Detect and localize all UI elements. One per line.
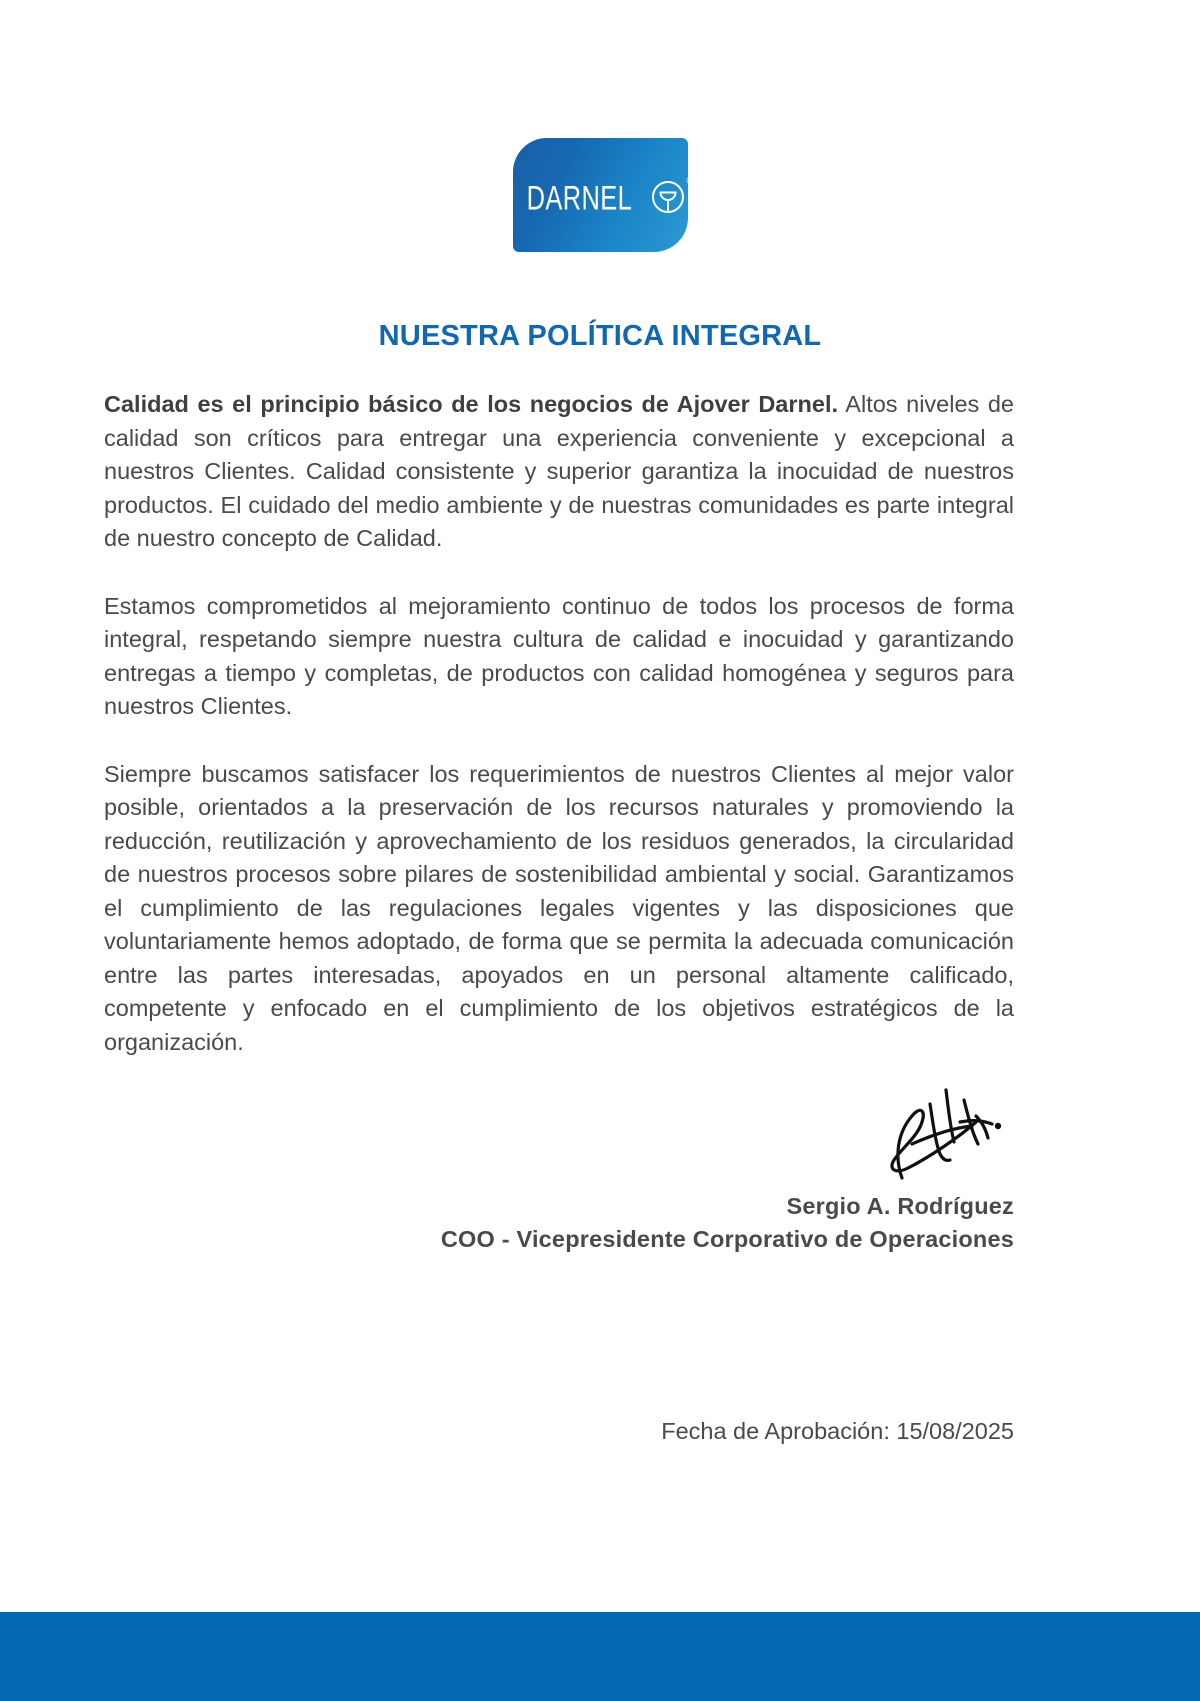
logo-inner	[515, 176, 694, 217]
brand-logo	[0, 138, 1200, 252]
page-title: NUESTRA POLÍTICA INTEGRAL	[378, 320, 822, 352]
approval-date: Fecha de Aprobación: 15/08/2025	[661, 1418, 1014, 1444]
signatory-name: Sergio A. Rodríguez	[786, 1193, 1014, 1219]
logo-wordmark: DARNEL	[526, 177, 633, 217]
paragraph-1	[104, 388, 1014, 556]
policy-body	[104, 388, 1014, 1059]
signatory-role: COO - Vicepresidente Corporativo de Operaciones	[440, 1226, 1014, 1252]
registered-trademark-icon: ®	[686, 176, 694, 187]
paragraph-3: Siempre buscamos satisfacer los requerimientos de nuestros Clientes al mejor valor posible, orientados a la preservación de los recursos naturales y promoviendo la reducción, reutilización y aprovechamiento de los residuos generados, la circularidad de nuestros procesos sobre pilares de sostenibilidad ambiental y social. Garantizamos el cumplimiento de las regulaciones legales vigentes y las disposiciones que voluntariamente hemos adoptado, de forma que se permita la adecuada comunicación entre las partes interesadas, apoyados en un personal altamente calificado, competente y enfocado en el cumplimiento de los objetivos estratégicos de la organización.	[104, 760, 1014, 1055]
handwritten-signature-icon	[872, 1082, 1002, 1187]
circle-emblem-icon	[651, 176, 694, 214]
logo-badge	[513, 138, 694, 252]
footer-band	[0, 1612, 1200, 1701]
signature-block	[104, 1082, 1014, 1253]
paragraph-1-lead: Calidad es el principio básico de los negocios de Ajover Darnel.	[104, 391, 839, 417]
paragraph-2: Estamos comprometidos al mejoramiento continuo de todos los procesos de forma integral, respetando siempre nuestra cultura de calidad e inocuidad y garantizando entregas a tiempo y completas, de productos con calidad homogénea y seguros para nuestros Clientes.	[104, 592, 1014, 719]
paragraph-1-rest: Altos niveles de calidad son críticos para entregar una experiencia conveniente y excepcional a nuestros Clientes. Calidad consistente y superior garantiza la inocuidad de nuestros productos. El cuidado del medio ambiente y de nuestras comunidades es parte integral de nuestro concepto de Calidad.	[104, 391, 1015, 551]
